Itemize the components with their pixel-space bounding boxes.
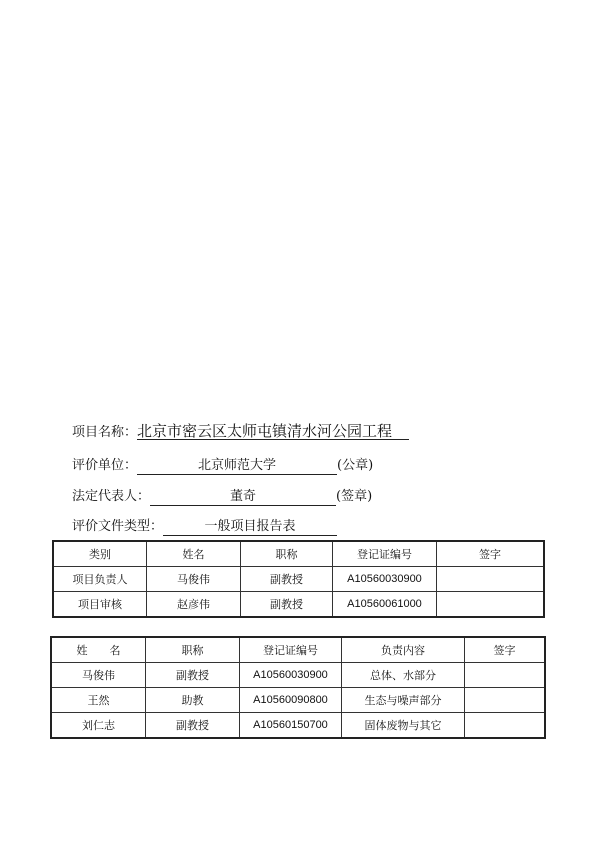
legal-rep-line [72,485,372,506]
table-cell: 刘仁志 [51,713,146,739]
table-cell: A10560150700 [240,713,342,739]
table-row [53,567,544,592]
header-cell: 姓名 [147,541,241,567]
project-name-value: 北京市密云区太师屯镇清水河公园工程 [137,423,409,440]
table-cell: A10560030900 [333,567,437,592]
table-row [51,713,545,739]
table-header-row [51,637,545,663]
staff-table [50,636,546,739]
table-header-row [53,541,544,567]
table-cell: 副教授 [146,713,240,739]
header-cell: 负责内容 [342,637,465,663]
header-cell: 职称 [241,541,333,567]
table-cell: A10560090800 [240,688,342,713]
eval-unit-line [72,454,373,475]
table-cell: A10560030900 [240,663,342,688]
eval-unit-value: 北京师范大学 [137,458,337,475]
legal-rep-label: 法定代表人： [72,489,151,504]
header-cell: 类别 [53,541,147,567]
header-cell: 登记证编号 [333,541,437,567]
project-name-line [72,421,409,440]
signature-cell [437,592,545,618]
legal-rep-suffix: (签章) [336,489,373,504]
table-cell: 马俊伟 [147,567,241,592]
table-cell: 副教授 [241,592,333,618]
header-cell: 姓 名 [51,637,146,663]
doc-type-value: 一般项目报告表 [163,519,337,536]
table-cell: 马俊伟 [51,663,146,688]
signature-cell [465,688,546,713]
table-cell: 项目审核 [53,592,147,618]
table-cell: 王然 [51,688,146,713]
project-name-label: 项目名称： [72,425,138,440]
eval-unit-suffix: (公章) [337,458,374,473]
personnel-table [52,540,545,618]
doc-type-label: 评价文件类型： [72,519,164,534]
table-cell: 副教授 [146,663,240,688]
table-cell: 助教 [146,688,240,713]
table-cell: 总体、水部分 [342,663,465,688]
table-row [51,688,545,713]
table-cell: 固体废物与其它 [342,713,465,739]
table-row [51,663,545,688]
eval-unit-label: 评价单位： [72,458,138,473]
table-row [53,592,544,618]
signature-cell [437,567,545,592]
legal-rep-value: 董奇 [150,489,336,506]
doc-type-line [72,515,337,536]
signature-cell [465,663,546,688]
table-cell: 项目负责人 [53,567,147,592]
header-cell: 签字 [437,541,545,567]
table-cell: 赵彦伟 [147,592,241,618]
signature-cell [465,713,546,739]
header-cell: 签字 [465,637,546,663]
table-cell: A10560061000 [333,592,437,618]
header-cell: 登记证编号 [240,637,342,663]
header-cell: 职称 [146,637,240,663]
table-cell: 副教授 [241,567,333,592]
table-cell: 生态与噪声部分 [342,688,465,713]
